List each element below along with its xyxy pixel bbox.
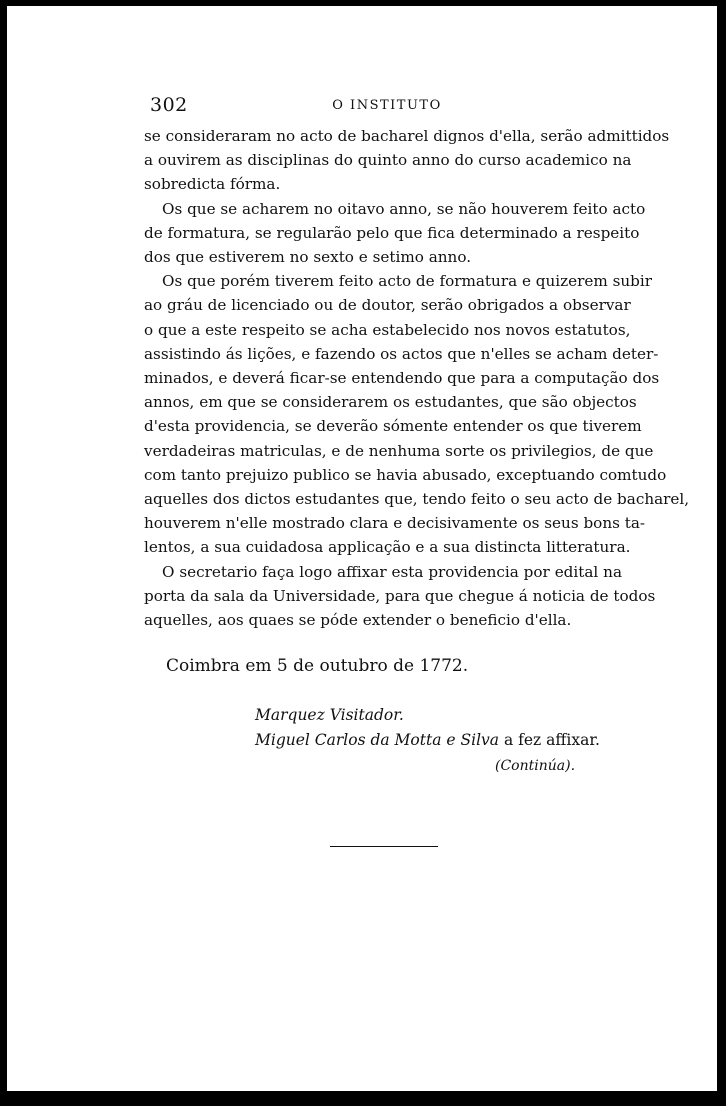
signature-secretary: [255, 731, 600, 749]
signature-marquez: Marquez Visitador.: [255, 706, 404, 724]
text-line: sobredicta fórma.: [144, 175, 281, 194]
page-header: [146, 94, 628, 118]
text-line: annos, em que se considerarem os estudantes, que são objectos: [144, 393, 637, 412]
text-line: Os que se acharem no oitavo anno, se não houverem feito acto: [162, 199, 646, 218]
body-text: [144, 124, 690, 632]
text-line: ao gráu de licenciado ou de doutor, serão obrigados a observar: [144, 296, 631, 315]
text-line: O secretario faça logo affixar esta providencia por edital na: [162, 562, 622, 581]
signature-secretary-suffix: a fez affixar.: [499, 731, 600, 749]
text-line: com tanto prejuizo publico se havia abusado, exceptuando comtudo: [144, 465, 667, 484]
paragraph-1: [144, 124, 670, 197]
text-line: dos que estiverem no sexto e setimo anno.: [144, 248, 472, 267]
text-line: houverem n'elle mostrado clara e decisivamente os seus bons ta-: [144, 514, 646, 533]
text-line: o que a este respeito se acha estabelecido nos novos estatutos,: [144, 320, 631, 339]
text-line: assistindo ás lições, e fazendo os actos que n'elles se acham deter-: [144, 344, 659, 363]
text-line: porta da sala da Universidade, para que chegue á noticia de todos: [144, 586, 656, 605]
text-line: se consideraram no acto de bacharel dignos d'ella, serão admittidos: [144, 127, 670, 145]
text-line: lentos, a sua cuidadosa applicação e a sua distincta litteratura.: [144, 538, 631, 557]
paragraph-4: [144, 560, 656, 633]
text-line: Os que porém tiverem feito acto de formatura e quizerem subir: [162, 272, 653, 291]
paragraph-2: [144, 197, 646, 270]
text-line: verdadeiras matriculas, e de nenhuma sorte os privilegios, de que: [144, 441, 654, 460]
text-line: aquelles dos dictos estudantes que, tendo feito o seu acto de bacharel,: [144, 490, 690, 509]
text-line: aquelles, aos quaes se póde extender o beneficio d'ella.: [144, 611, 572, 630]
paragraph-3: [144, 269, 690, 559]
dateline: Coimbra em 5 de outubro de 1772.: [166, 656, 469, 676]
section-divider: [330, 846, 438, 847]
text-line: a ouvirem as disciplinas do quinto anno do curso academico na: [144, 151, 632, 170]
continuation-note: (Continúa).: [495, 758, 576, 774]
text-line: minados, e deverá ficar-se entendendo que para a computação dos: [144, 369, 660, 388]
running-title: O INSTITUTO: [332, 98, 442, 113]
page-number: 302: [150, 94, 188, 116]
signature-secretary-name: Miguel Carlos da Motta e Silva: [255, 731, 500, 749]
text-line: de formatura, se regularão pelo que fica determinado a respeito: [144, 223, 640, 242]
text-line: d'esta providencia, se deverão sómente entender os que tiverem: [144, 417, 642, 436]
